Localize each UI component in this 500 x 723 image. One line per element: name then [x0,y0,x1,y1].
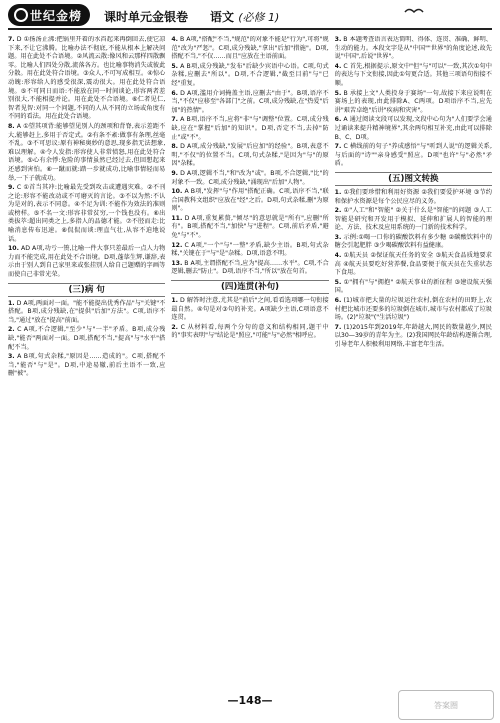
subject-label [210,8,279,25]
brand-logo [8,4,90,26]
answer-number: 12. [171,241,183,249]
answer-text: D A项,两面对一面。"能不能提出优秀作品"与"关键"不搭配。B项,成分残缺,在"提供"后加"方法"。C项,语序不当,"通过"放在"提高"前面。 [8,299,166,324]
answer-number: 2. [334,207,342,215]
answer-text: B A项,"搭配"不当,"规范"的对象不能是"行为",可将"规范"改为"严惩"。C项,成分残缺,"拿出"后加"措施"。D项,搭配不当,"不仅……而且"应放在主语前面。 [171,36,329,61]
answer-number: 1. [8,299,15,307]
answer-number: 5. [171,62,178,70]
answer-number: 4. [334,252,342,260]
answer-text: C 横线前的句子"养成感悟"与"听到人说"的逻辑关系,与后面的"诗""亲身感受"照应。D项"也许"与"必然"矛盾。 [334,143,492,168]
answer-item [171,170,328,187]
answer-number: 9. [8,184,15,192]
answer-text: D 解答时注意,尤其是"前后"之间,看看选项哪一句衔接最自然。④句是对③句的补充。A项缺少主语,C项语意不连贯。 [171,297,329,322]
subject-note: (必修 1) [238,11,280,24]
answer-item [171,143,328,169]
answer-item [171,116,328,142]
brand-name: 世纪金榜 [29,8,82,23]
bird-icon [404,6,424,18]
answer-number: 7. [171,116,178,124]
answer-number: 10. [171,188,183,196]
answer-number: 2. [171,323,178,331]
answer-number: 8. [8,122,15,130]
answer-text: B A项,主谓搭配不当,应为"提高……水平"。C项,不合逻辑,删去"防止"。D项,语序不当,"所以"放在句首。 [171,259,329,276]
answer-item [171,63,328,89]
answer-item [8,245,165,279]
answer-item [335,189,492,206]
header-rule [8,28,492,30]
answer-text: B 本题考查语言表达简明、得体、连贯、准确、鲜明、生动的能力。本段文字是从"中国""世界"的角度论述,故先说"中国",后说"世界"。 [334,36,492,61]
answer-text: ①"拥有"与"拥抱" ②航天事业的新征程 ③建设航天强国。 [334,278,492,295]
answer-item [335,36,492,62]
answer-item [8,326,165,352]
column-3 [335,36,492,688]
globe-icon [14,8,28,22]
answer-number: 5. [334,89,342,97]
answer-columns [8,36,492,688]
answer-number: 5. [334,278,342,286]
series-title: 课时单元金银卷 [104,10,189,24]
answer-number: 7. [334,323,342,331]
answer-number: 11. [171,214,183,222]
watermark-stamp [398,690,494,720]
answer-text: D A项,滥用介词掩盖主语,应删去"由于"。B项,语序不当,"不仅"应移至"各部门"之前。C项,成分残缺,在"热爱"后加"的热情"。 [171,89,329,114]
answer-text: (1)2015年到2019年,年龄越大,网民的数量越少,网民以30—39岁的青年为主。(2)我国网民年龄结构逐渐合理,引导老年人积极利用网络,丰富老年生活。 [334,323,492,348]
answer-item [335,63,492,89]
section-heading: (五)图文转换 [335,172,492,186]
answer-item [335,143,492,169]
answer-number: 7. [8,36,15,43]
answer-text: C 首先,根据提示,原文中"但"与"可以"一致,其次①句中的表达与下文衔接,因此①句更合适。其他三项语句衔接不顺。 [334,62,492,87]
answer-number: 6. [334,297,342,305]
answer-text: ①"人工"和"智能" ②关于什么是"智能"的问题 ③人工智能是研究和开发用于模拟、延伸和扩展人的智能的理论、方法、技术及应用系统的一门新的技术科学。 [334,207,492,232]
answer-item [335,207,492,233]
answer-item [8,184,165,244]
answer-text: ①我们要珍惜和利用好资源 ②我们要爱护环境 ③节约和保护水资源是每个公民应尽的义务。 [334,188,492,205]
answer-text: C 从材料看,每两个分句的意义和结构相同,题干中的"事实表明"与"结论是"照应,"可能"与"必然"相呼应。 [171,323,329,340]
answer-item [171,324,328,341]
answer-item [171,242,328,259]
answer-number: 1. [334,188,342,196]
answer-text: D A项,成分残缺,"发展"后应加"的经验"。B项,表意不明,"不仅"的位置不当。C项,句式杂糅,"是因为"与"的原因"杂糅。 [171,143,329,168]
answer-text: A B项,语序不当,应将"非"与"调整"位置。C项,成分残缺,应在"掌握"后加"的知识"。D项,否定不当,去掉"防止"或"不"。 [171,116,329,141]
answer-item [171,188,328,214]
subject-name: 语文 [210,10,235,24]
answer-item [171,36,328,62]
answer-text: D A项,重复累赘,"倾尽"的意思就是"所有",应删"所有"。B项,搭配不当,"加快"与"进程"。C项,前后矛盾,"避免"与"不"。 [171,214,329,240]
answer-text: 示例:①喝一口你的碳酸饮料有多少糖 ②碳酸饮料中的糖会引起肥胖 ③少喝碳酸饮料有益健康。 [334,233,492,250]
answer-item [335,324,492,350]
answer-item [171,297,328,323]
answer-item [171,260,328,277]
answer-number: 6. [334,116,342,124]
answer-text: D ①扬汤止沸:把锅里开着的水舀起来再倒回去,使它凉下来,不让它沸腾。比喻办法不彻底,不能从根本上解决问题。用在此处不合语境。②风流云散:像风和云那样四散飘零。比喻人们四处分散,流落各方。也比喻事物消失或彼此分散。用在此处符合语境。③众人,不可写成相互。④惊心动魄:形容给人的感受很深,震动很大。用在此处符合语境。⑤不可同日而语:不能放在同一时间谈论,形容两者差别很大,不能相提并论。用在此处不合语境。⑥仁者见仁,智者见智:对同一个问题,不同的人从不同的立场或角度有不同的看法。用在此处合语境。 [8,36,166,121]
answer-item [8,300,165,326]
answer-item [8,353,165,379]
column-1 [8,36,165,688]
answer-number: 4. [334,62,342,70]
answer-number: 6. [171,89,178,97]
answer-text: A B项,成分残缺,"发布"后缺少宾语中心语。C项,句式杂糅,应删去"所以"。D项,不合逻辑,"截至目前"与"已经"重复。 [171,62,329,87]
answer-text: ①航天员 ②保证航天任务的安全 ③航天食品质地要求高 ④航天员要吃好营养餐,食品要便于航天员在失重状态下食用。 [334,252,492,277]
answer-number: 4. [171,36,178,43]
answer-number: 9. [171,169,178,177]
answer-item [335,297,492,323]
answer-number: 3. [334,233,342,241]
section-heading: (三)病 句 [8,283,165,297]
watermark-text: 答案圈 [434,700,458,710]
answer-item [171,90,328,116]
answer-item [335,279,492,296]
answer-text: A ①望其项背:能够望见别人的颈项和背脊,表示差距不大,能够赶上,多用于否定式。②有条不紊:做事有条理,丝毫不乱。③不可思议:原有神秘奥妙的意思,现多指无法想象,难以理解。④令人发指:形容使人非常愤怒,用在此处符合语境。⑤心有余悸:危险的事情虽然已经过去,但回想起来还感到害怕。⑥一蹴而就:踏一步就成功,比喻事情轻而易举,一下子就成功。 [8,122,166,182]
answer-number: 2. [8,326,15,334]
answer-item [335,116,492,142]
answer-item [8,123,165,183]
answer-item [171,215,328,241]
section-heading: (四)连贯(补句) [171,280,328,294]
page-header [0,0,500,36]
answer-number: 3. [8,353,15,361]
answer-number: 10. [8,245,19,253]
answer-text: A B项,句式杂糅,"原因是……造成的"。C项,搭配不当,"能否"与"是"。D项,中途易辙,前后主语不一致,应删"被"。 [8,353,166,378]
answer-text: (1)城市把大量的垃圾运往农村,倒在农村的田野上,农村把比城市还要多的垃圾倒在城市,城市与农村都成了垃圾场。(2)"垃圾"("生活垃圾") [334,297,492,322]
answer-text: A 通过阅读文段可以发现,文段中心句为"人们要学会通过诵读来提升精神境界",其余两句相互补充,由此可以排除B、C、D项。 [334,116,492,141]
answer-text: C ①首当其冲:比喻最先受到攻击或遭遇灾难。②不刊之论:形容不能改动或不可磨灭的言论。③不以为然:不认为是对的,表示不同意。④不足为训:不能作为效法的准则或榜样。⑤不名一文:形容非常贫穷,一个钱也没有。⑥出类拔萃:超出同类之上,多指人的品德才能。⑦不胫而走:比喻消息传布迅速。⑧侃侃而谈:理直气壮,从容不迫地说话。 [8,184,166,243]
answer-number: 8. [171,143,178,151]
answer-item [335,252,492,278]
answer-item [335,90,492,116]
page-number: —148— [227,694,273,707]
answer-number: 1. [171,297,178,305]
answer-text: C A项,"一个"与"一整"矛盾,缺少主语。B项,句式杂糅,"关键在于"与"是"杂糅。D项,语意不明。 [171,241,329,258]
answer-text: B 承接上文"人类投身于赛场"一句,故接下来应说明在赛场上的表现,由此排除A、C两项。D项语序不当,应先讲"艰苦卓绝"后讲"疾病和灾害"。 [334,89,492,114]
answer-number: 7. [334,143,342,151]
answer-text: D A项,逻辑不当,"和"改为"或"。B项,不合逻辑,"比"的对象不一致。C项,成分残缺,"涌现出"后加"人物"。 [171,169,329,186]
answer-item [8,36,165,122]
answer-text: AD A项,功亏一篑,比喻一件大事只差最后一点人力物力而不能完成,用在此处不合语境。D项,蓬荜生辉,谦辞,表示由于别人到自己家里来或张挂别人给自己题赠的字画等而使自己非常光荣。 [8,245,166,279]
answer-number: 13. [171,259,183,267]
answer-item [335,234,492,251]
answer-text: A B项,"发挥"与"作用"搭配正确。C项,语序不当,"联合国教科文组织"应放在"经"之后。D项,句式杂糅,删"为原则"。 [171,188,329,213]
column-2 [171,36,328,688]
answer-number: 3. [334,36,342,43]
answer-text: C A项,不合逻辑,"至少"与"一半"矛盾。B项,成分残缺,"能否"两面对一面。D项,搭配不当,"提高"与"水平"搭配不当。 [8,326,166,351]
